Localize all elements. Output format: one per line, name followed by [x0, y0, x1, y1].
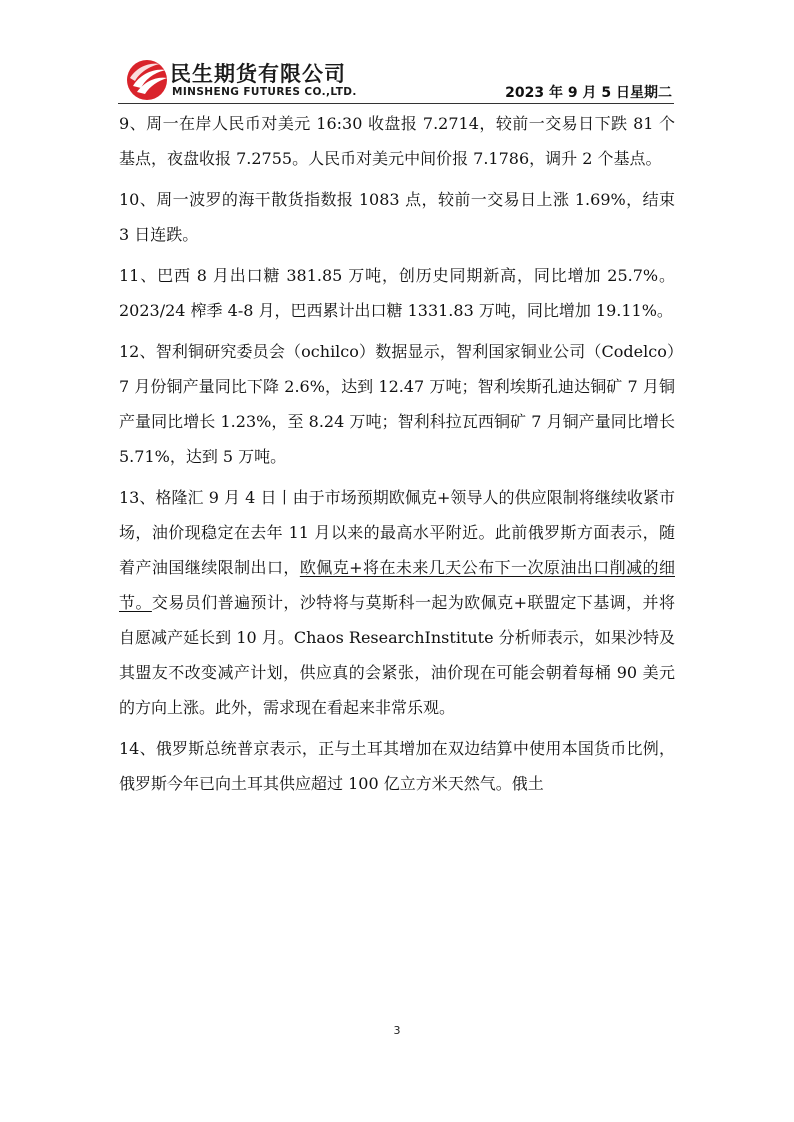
page-number: 3 [393, 1024, 401, 1037]
news-item-13-tail: 交易员们普遍预计，沙特将与莫斯科一起为欧佩克+联盟定下基调，并将自愿减产延长到 10 月。Chaos ResearchInstitute 分析师表示，如果沙特及其盟友不改变减产计划，供应真的会紧张，油价现在可能会朝着每桶 90 美元的方向上涨。此外，需求现在看起来非常乐观。 [119, 593, 675, 717]
news-item-13-lead: 13、格隆汇 9 月 4 日丨由于市场预期欧佩克+领导人的供应限制将继续收紧市场，油价现稳定在去年 11 月以来的最高水平附近。此前俄罗斯方面表示，随着产油国继续限制出口， [119, 488, 675, 577]
page-header [118, 52, 674, 104]
news-item-10: 10、周一波罗的海干散货指数报 1083 点，较前一交易日上涨 1.69%，结束 3 日连跌。 [119, 190, 675, 244]
report-date: 2023 年 9 月 5 日星期二 [505, 85, 672, 101]
news-item-13-underlined: 欧佩克+将在未来几天公布下一次原油出口削减的细节。 [119, 558, 675, 612]
company-name-en: MINSHENG FUTURES CO.,LTD. [172, 86, 357, 98]
news-item-11: 11、巴西 8 月出口糖 381.85 万吨，创历史同期新高，同比增加 25.7%。2023/24 榨季 4-8 月，巴西累计出口糖 1331.83 万吨，同比增加 19.11%。 [119, 266, 675, 320]
minsheng-logo-icon [124, 56, 170, 102]
company-name-cn: 民生期货有限公司 [170, 62, 346, 86]
header-divider [118, 103, 674, 104]
news-item-13 [119, 480, 675, 725]
news-item-12: 12、智利铜研究委员会（ochilco）数据显示，智利国家铜业公司（Codelco）7 月份铜产量同比下降 2.6%，达到 12.47 万吨；智利埃斯孔迪达铜矿 7 月铜产量同比增长 1.23%，至 8.24 万吨；智利科拉瓦西铜矿 7 月铜产量同比增长 5.71%，达到 5 万吨。 [119, 342, 675, 466]
news-item-9: 9、周一在岸人民币对美元 16:30 收盘报 7.2714，较前一交易日下跌 81 个基点，夜盘收报 7.2755。人民币对美元中间价报 7.1786，调升 2 个基点。 [119, 114, 675, 168]
news-item-14: 14、俄罗斯总统普京表示，正与土耳其增加在双边结算中使用本国货币比例，俄罗斯今年已向土耳其供应超过 100 亿立方米天然气。俄土 [119, 739, 675, 793]
company-logo [124, 56, 424, 102]
news-body [119, 106, 675, 801]
